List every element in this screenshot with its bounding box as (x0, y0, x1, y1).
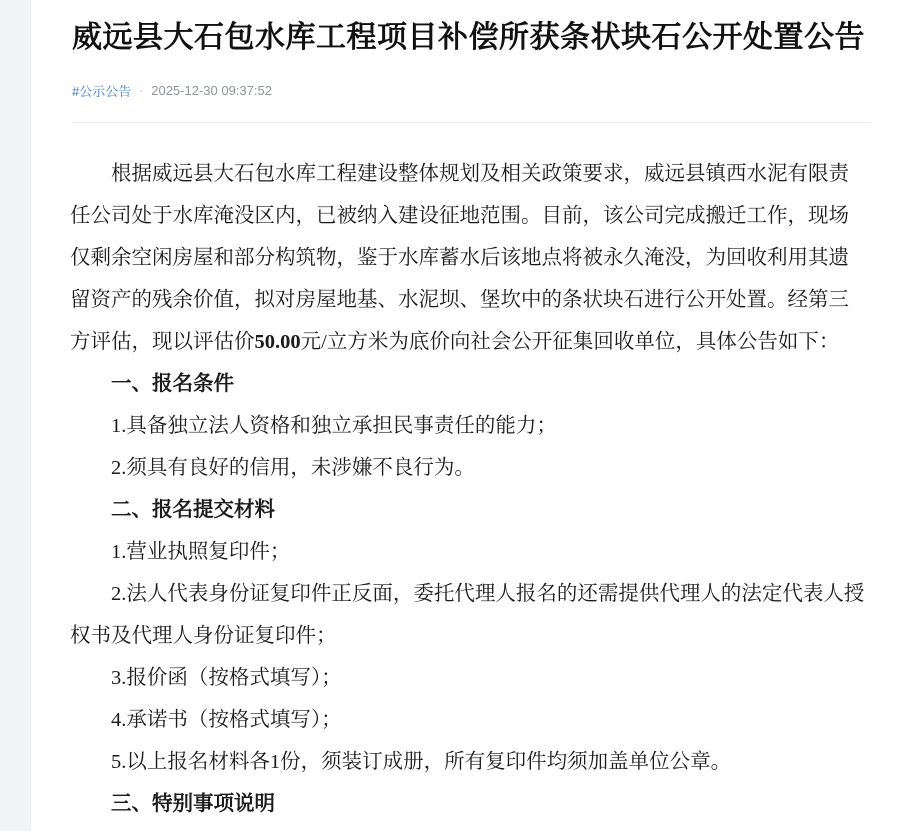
price-emphasis: 50.00 (254, 330, 301, 353)
list-item: 1.具备独立法人资格和独立承担民事责任的能力； (111, 414, 557, 437)
category-tag-link[interactable]: #公示公告 (72, 83, 132, 99)
list-item: 2.法人代表身份证复印件正反面，委托代理人报名的还需提供代理人的法定代表人授权书及代理人身份证复印件； (70, 582, 865, 647)
meta-separator: · (139, 83, 144, 97)
publish-timestamp: 2025-12-30 09:37:52 (151, 82, 272, 98)
section-heading-3: 三、特别事项说明 (111, 792, 275, 815)
list-item: 4.承诺书（按格式填写）； (111, 708, 342, 731)
list-item: 2.须具有良好的信用，未涉嫌不良行为。 (111, 456, 475, 479)
article-header (30, 0, 918, 123)
article-meta (72, 81, 870, 100)
body-paragraph: 根据威远县大石包水库工程建设整体规划及相关政策要求，威远县镇西水泥有限责任公司处于水库淹没区内，已被纳入建设征地范围。目前，该公司完成搬迁工作，现场仅剩余空闲房屋和部分构筑物，鉴于水库蓄水后该地点将被永久淹没，为回收利用其遗留资产的残余价值，拟对房屋地基、水泥坝、堡坎中的条状块石进行公开处置。经第三方评估，现以评估价50.00元/立方米为底价向社会公开征集回收单位，具体公告如下： (70, 162, 849, 353)
page-title: 威远县大石包水库工程项目补偿所获条状块石公开处置公告 (72, 21, 865, 54)
article-body (30, 123, 918, 825)
list-item: 1.营业执照复印件； (111, 540, 291, 563)
left-gutter-strip (0, 0, 31, 831)
list-item: 5.以上报名材料各1份，须装订成册，所有复印件均须加盖单位公章。 (111, 750, 732, 773)
section-heading-1: 一、报名条件 (111, 372, 234, 395)
list-item: 3.报价函（按格式填写）； (111, 666, 342, 689)
section-heading-2: 二、报名提交材料 (111, 498, 275, 521)
article-content (30, 0, 918, 831)
